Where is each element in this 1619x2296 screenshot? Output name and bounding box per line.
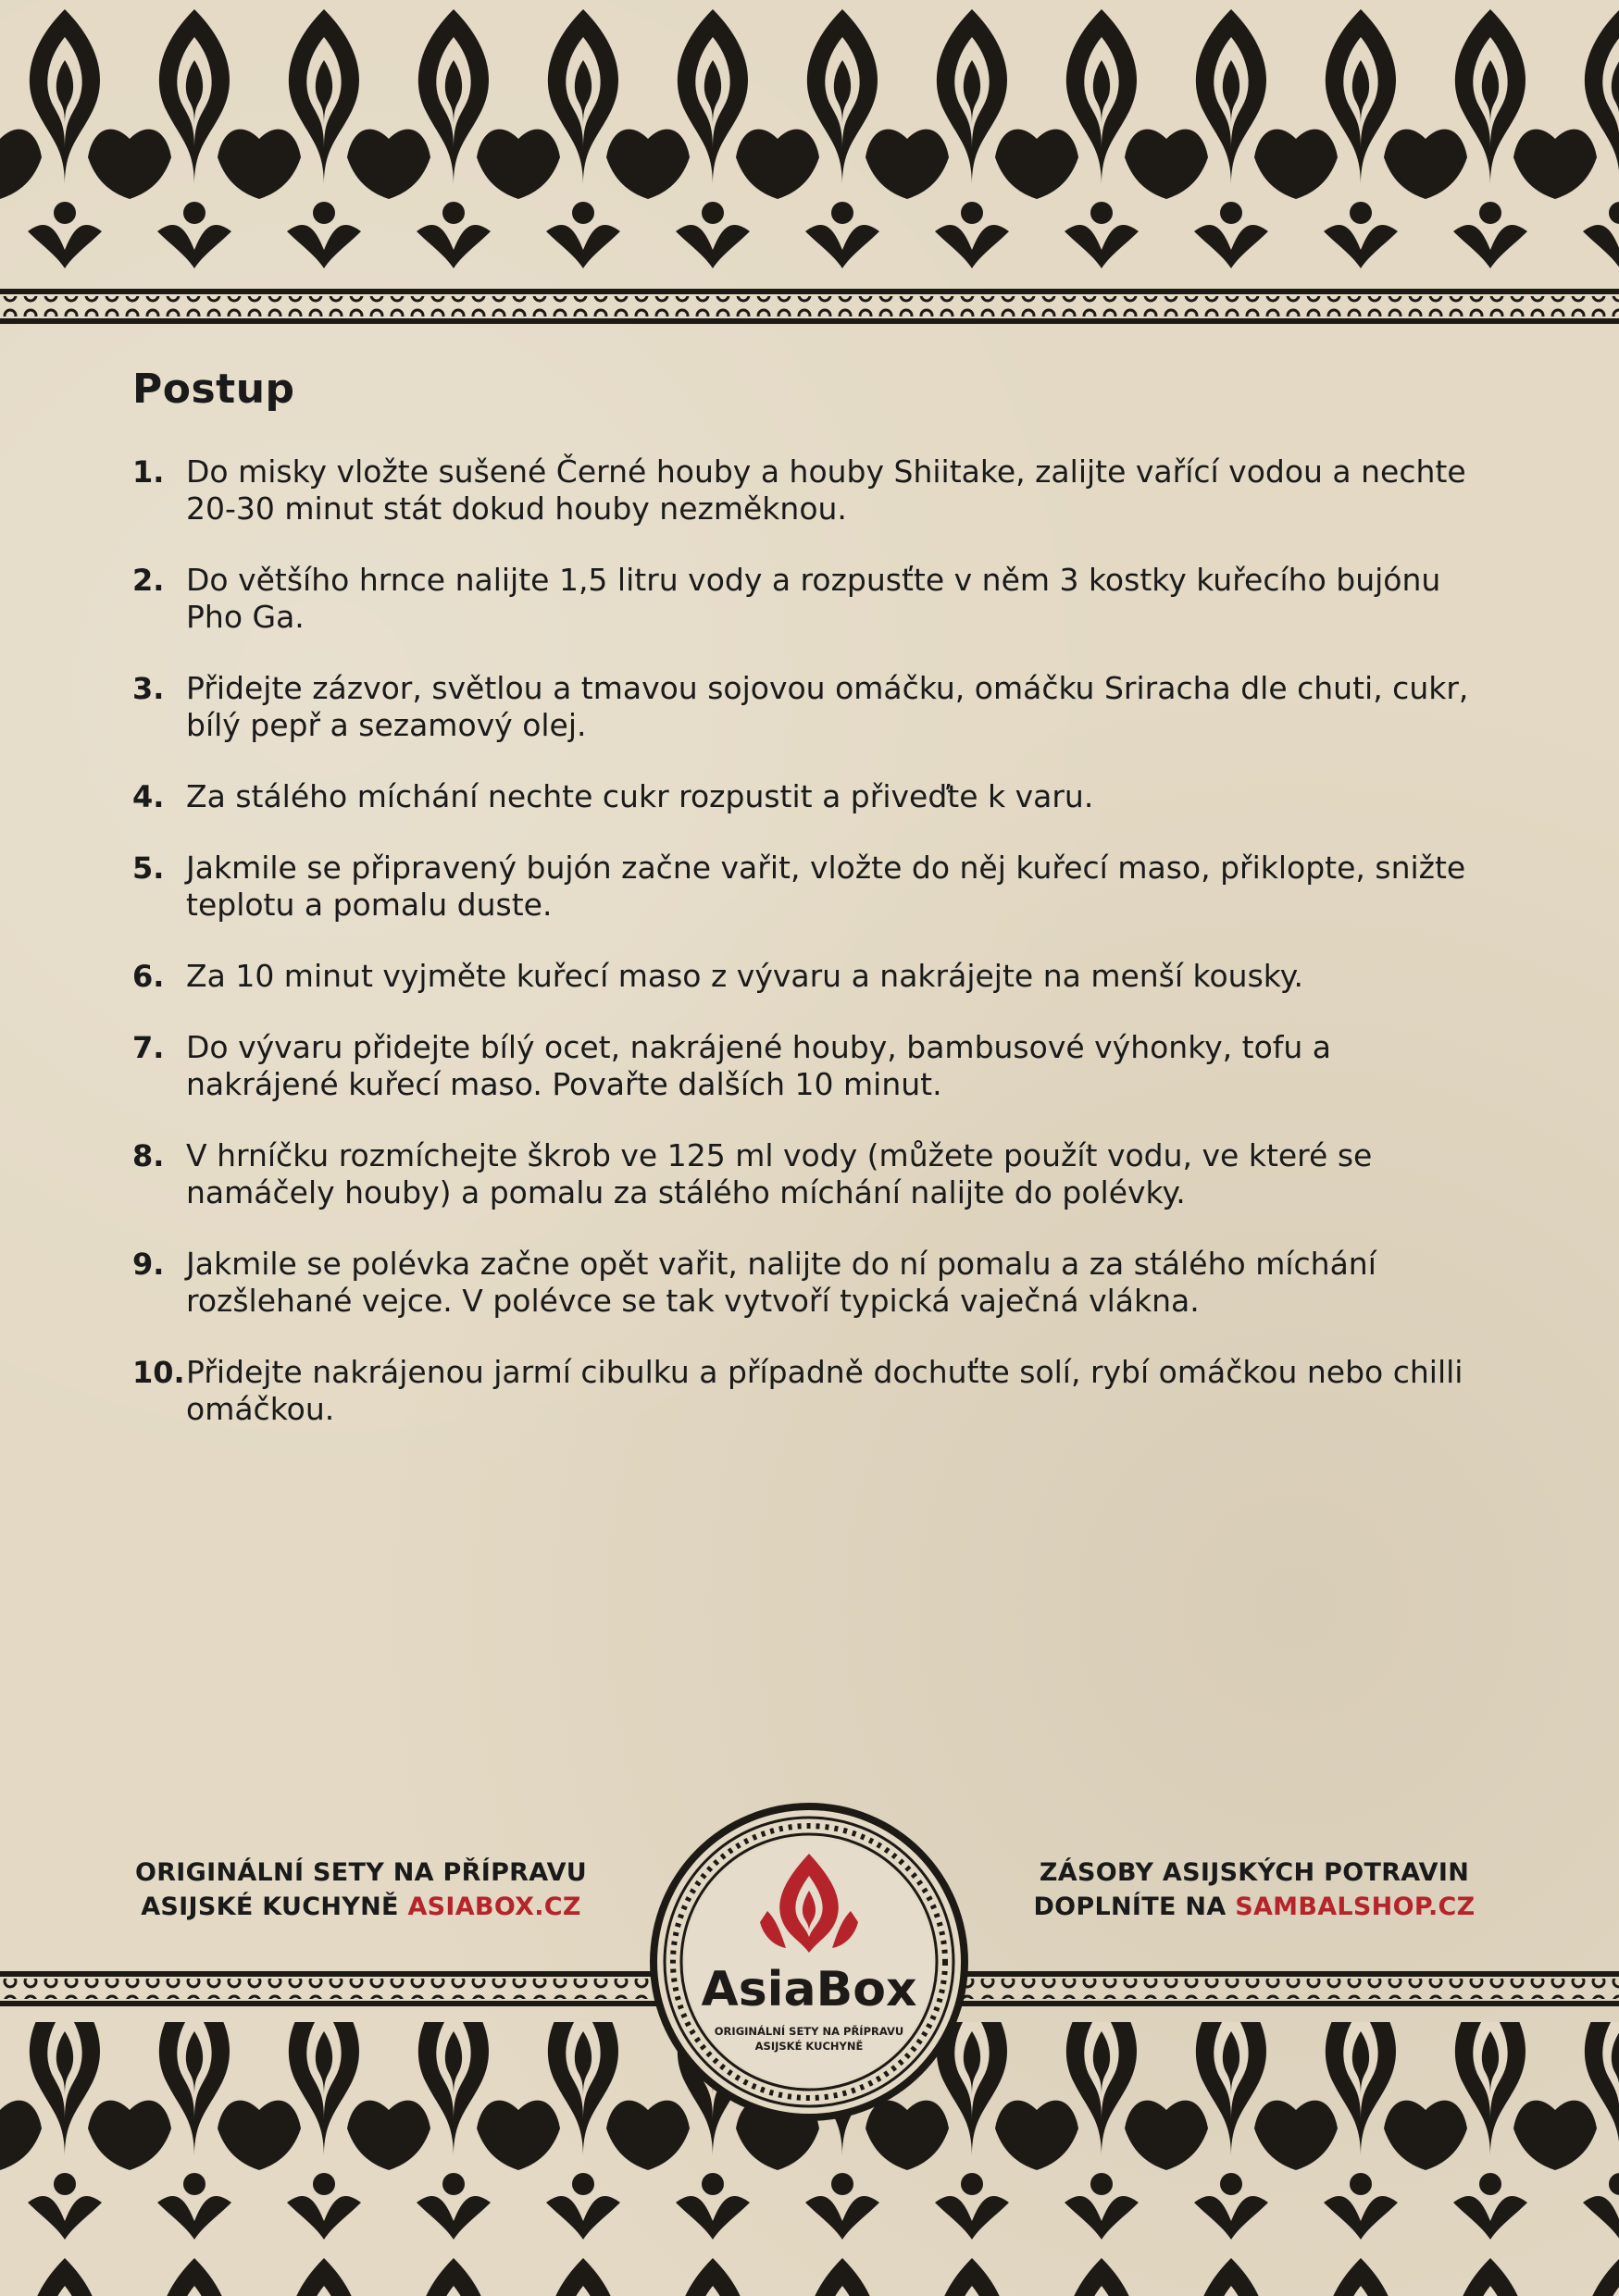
- footer-right-promo: [1014, 1855, 1495, 1924]
- step-text: Jakmile se polévka začne opět vařit, nalijte do ní pomalu a za stálého míchání rozšlehané vejce. V polévce se tak vytvoří typická vaječná vlákna.: [186, 1246, 1376, 1319]
- logo-tagline-line1: ORIGINÁLNÍ SETY NA PŘÍPRAVU: [714, 2025, 904, 2038]
- sambalshop-link[interactable]: SAMBALSHOP.CZ: [1235, 1893, 1476, 1921]
- list-item: [132, 1354, 1493, 1428]
- step-text: Do misky vložte sušené Černé houby a houby Shiitake, zalijte vařící vodou a nechte 20-30 minut stát dokud houby nezměknou.: [186, 453, 1466, 527]
- step-number: 9.: [132, 1247, 165, 1282]
- logo-tagline: [647, 2024, 971, 2054]
- page-title: Postup: [132, 366, 295, 413]
- step-text: Jakmile se připravený bujón začne vařit, vložte do něj kuřecí maso, přiklopte, snižte teplotu a pomalu duste.: [186, 850, 1466, 923]
- step-number: 6.: [132, 959, 165, 994]
- asiabox-logo: [647, 1800, 971, 2124]
- list-item: [132, 958, 1493, 995]
- step-text: Do vývaru přidejte bílý ocet, nakrájené houby, bambusové výhonky, tofu a nakrájené kuřecí maso. Povařte dalších 10 minut.: [186, 1029, 1332, 1102]
- step-number: 8.: [132, 1138, 165, 1173]
- step-number: 5.: [132, 850, 165, 886]
- asiabox-link[interactable]: ASIABOX.CZ: [407, 1893, 581, 1921]
- list-item: [132, 778, 1493, 815]
- footer-right-line2: DOPLNÍTE NA: [1033, 1893, 1227, 1921]
- step-number: 1.: [132, 454, 165, 490]
- step-number: 7.: [132, 1030, 165, 1065]
- list-item: [132, 670, 1493, 744]
- step-number: 3.: [132, 671, 165, 706]
- step-text: Do většího hrnce nalijte 1,5 litru vody a rozpusťte v něm 3 kostky kuřecího bujónu Pho Ga.: [186, 562, 1441, 635]
- top-ornament-pattern: [0, 0, 1619, 329]
- footer-right-line1: ZÁSOBY ASIJSKÝCH POTRAVIN: [1039, 1858, 1470, 1887]
- step-number: 2.: [132, 563, 165, 598]
- step-text: Přidejte zázvor, světlou a tmavou sojovou omáčku, omáčku Sriracha dle chuti, cukr, bílý pepř a sezamový olej.: [186, 670, 1469, 743]
- steps-list: [132, 453, 1493, 1428]
- list-item: [132, 562, 1493, 636]
- list-item: [132, 850, 1493, 924]
- logo-wordmark: AsiaBox: [701, 1962, 917, 2017]
- recipe-content: [132, 366, 1493, 1462]
- list-item: [132, 1137, 1493, 1211]
- step-number: 10.: [132, 1355, 185, 1390]
- list-item: [132, 1029, 1493, 1103]
- list-item: [132, 453, 1493, 527]
- step-text: Za stálého míchání nechte cukr rozpustit a přiveďte k varu.: [186, 778, 1094, 814]
- footer-left-line1: ORIGINÁLNÍ SETY NA PŘÍPRAVU: [134, 1858, 588, 1887]
- list-item: [132, 1246, 1493, 1320]
- footer-left-line2: ASIJSKÉ KUCHYNĚ: [141, 1893, 399, 1921]
- logo-tagline-line2: ASIJSKÉ KUCHYNĚ: [754, 2040, 864, 2053]
- footer-left-promo: [120, 1855, 602, 1924]
- step-text: Přidejte nakrájenou jarmí cibulku a případně dochuťte solí, rybí omáčkou nebo chilli omáčkou.: [186, 1354, 1463, 1427]
- step-text: V hrníčku rozmíchejte škrob ve 125 ml vody (můžete použít vodu, ve které se namáčely houby) a pomalu za stálého míchání nalijte do polévky.: [186, 1137, 1373, 1210]
- top-ornament-band: [0, 0, 1619, 329]
- step-text: Za 10 minut vyjměte kuřecí maso z vývaru a nakrájejte na menší kousky.: [186, 958, 1304, 994]
- step-number: 4.: [132, 779, 165, 814]
